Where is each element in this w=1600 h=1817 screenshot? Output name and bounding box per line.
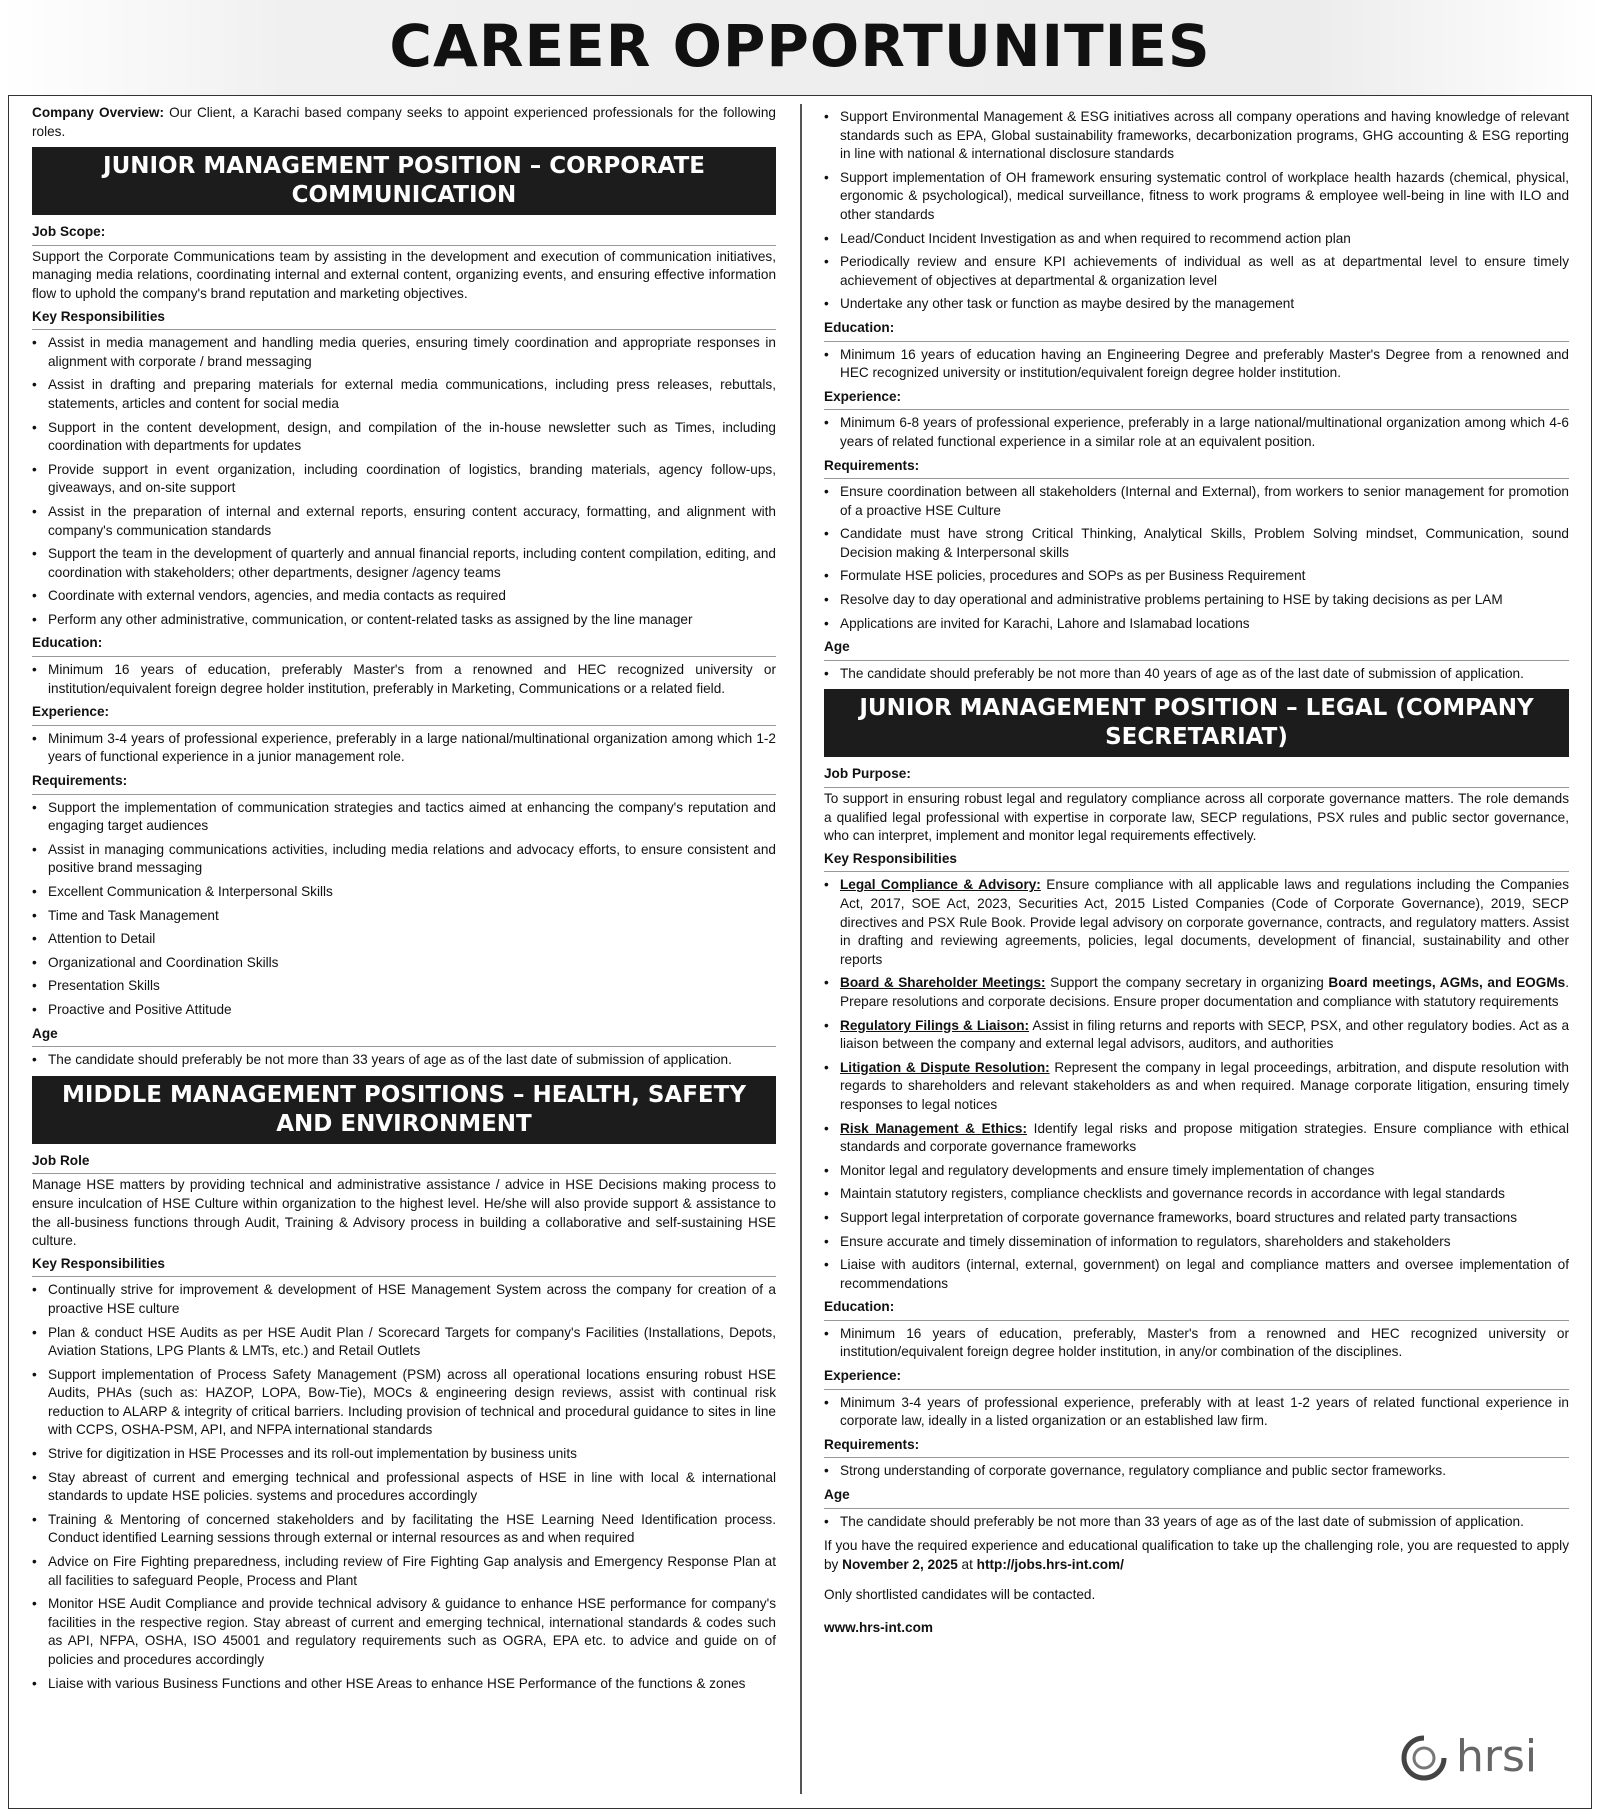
hrsi-logo — [1400, 1732, 1566, 1786]
list-item: • Assist in drafting and preparing materials for external media communications, including press releases, rebuttals, statements, articles and content for social media — [32, 376, 776, 413]
list-item — [824, 876, 1569, 969]
compliance-label: Legal Compliance & Advisory: — [840, 877, 1041, 893]
hse-role-heading: Job Role — [32, 1152, 776, 1175]
list-item: • Time and Task Management — [32, 907, 776, 926]
hrsi-logo-icon — [1400, 1734, 1448, 1782]
list-item: • Support the team in the development of quarterly and annual financial reports, including content compilation, editing, and coordination with stakeholders; other departments, designer /agency teams — [32, 545, 776, 582]
page-title: CAREER OPPORTUNITIES — [389, 12, 1211, 80]
list-item: • Undertake any other task or function as maybe desired by the management — [824, 295, 1569, 314]
legal-age-heading: Age — [824, 1486, 1569, 1509]
legal-exp-heading: Experience: — [824, 1367, 1569, 1390]
list-item: • Support the implementation of communication strategies and tactics aimed at enhancing the company's reputation and engaging target audiences — [32, 799, 776, 836]
risk-label: Risk Management & Ethics: — [840, 1120, 1027, 1136]
list-item: • Minimum 16 years of education, preferably Master's from a renowned and HEC recognized university or institution/equivalent foreign degree holder institution, preferably in Marketing, Communications or a related field. — [32, 661, 776, 698]
corp-comm-age-heading: Age — [32, 1025, 776, 1048]
list-item: • Stay abreast of current and emerging technical and professional aspects of HSE in line with local & international standards to update HSE policies. systems and procedures accordingly — [32, 1469, 776, 1506]
litigation-label: Litigation & Dispute Resolution: — [840, 1059, 1050, 1075]
legal-req-heading: Requirements: — [824, 1436, 1569, 1459]
board-bold: Board meetings, AGMs, and EOGMs — [1328, 975, 1566, 991]
list-item — [824, 1017, 1569, 1054]
list-item: • Lead/Conduct Incident Investigation as and when required to recommend action plan — [824, 230, 1569, 249]
list-item: • Attention to Detail — [32, 930, 776, 949]
risk-text: Identify legal risks and propose mitigation strategies. Ensure compliance with ethical standards and corporate governance frameworks — [840, 1120, 1569, 1155]
list-item: • Perform any other administrative, communication, or content-related tasks as assigned by the line manager — [32, 611, 776, 630]
corp-comm-banner: JUNIOR MANAGEMENT POSITION – CORPORATE COMMUNICATION — [32, 147, 776, 215]
legal-purpose: To support in ensuring robust legal and regulatory compliance across all corporate governance matters. The role demands a qualified legal professional with expertise in corporate law, SECP regulations, PSX rules and public sector governance, who can interpret, implement and monitor legal requirements effectively. — [824, 791, 1569, 844]
legal-responsibilities — [824, 876, 1569, 1293]
filings-label: Regulatory Filings & Liaison: — [840, 1017, 1030, 1033]
list-item: • Support legal interpretation of corporate governance frameworks, board structures and related party transactions — [824, 1209, 1569, 1228]
corp-comm-exp-heading: Experience: — [32, 703, 776, 726]
apply-text: If you have the required experience and educational qualification to take up the challenging role, you are requested to apply by — [824, 1538, 1569, 1572]
list-item: • Applications are invited for Karachi, Lahore and Islamabad locations — [824, 615, 1569, 634]
board-text-2: . Prepare resolutions and corporate decisions. Ensure proper documentation and compliance with statutory requirements — [840, 975, 1569, 1009]
list-item: • Liaise with various Business Functions and other HSE Areas to enhance HSE Performance of the functions & zones — [32, 1675, 776, 1694]
board-text: Support the company secretary in organizing — [1045, 975, 1329, 991]
list-item: • Plan & conduct HSE Audits as per HSE Audit Plan / Scorecard Targets for company's Facilities (Installations, Depots, Aviation Stations, LPG Plants & LMTs, etc.) and Retail Outlets — [32, 1324, 776, 1361]
hse-exp-heading: Experience: — [824, 388, 1569, 411]
right-column — [824, 104, 1569, 1642]
list-item: • Proactive and Positive Attitude — [32, 1001, 776, 1020]
hse-experience — [824, 414, 1569, 451]
corp-comm-scope: Support the Corporate Communications team by assisting in the development and execution of communication initiatives, managing media relations, coordinating internal and external content, organizing events, and ensuring effective information flow to uphold the company's brand reputation and marketing objectives. — [32, 248, 776, 301]
list-item — [824, 974, 1569, 1011]
overview-text: Our Client, a Karachi based company seeks to appoint experienced professionals for the following roles. — [32, 105, 776, 139]
corp-comm-education — [32, 661, 776, 698]
litigation-text: Represent the company in legal proceedings, arbitration, and dispute resolution with regards to shareholders and relevant stakeholders as and when required. Manage corporate litigation, ensuring timely responses to legal notices — [840, 1059, 1569, 1112]
list-item: • Minimum 16 years of education having an Engineering Degree and preferably Master's Degree from a renowned and HEC recognized university or institution/equivalent foreign degree holder institution. — [824, 346, 1569, 383]
legal-edu-heading: Education: — [824, 1298, 1569, 1321]
hse-requirements — [824, 483, 1569, 633]
list-item: • Minimum 3-4 years of professional experience, preferably in a large national/multinational organization among which 1-2 years of functional experience in a junior management role. — [32, 730, 776, 767]
list-item: • Ensure coordination between all stakeholders (Internal and External), from workers to senior management for promotion of a proactive HSE Culture — [824, 483, 1569, 520]
list-item: • Candidate must have strong Critical Thinking, Analytical Skills, Problem Solving mindset, Communication, sound Decision making & Interpersonal skills — [824, 525, 1569, 562]
board-label: Board & Shareholder Meetings: — [840, 975, 1046, 991]
compliance-text: Ensure compliance with all applicable laws and regulations including the Companies Act, 2017, SOE Act, 2023, Securities Act, 2015 Listed Companies (Code of Corporate Governance), 2019, SECP directives and PSX Rule Book. Provide legal advisory on corporate governance, contracts, and regulatory matters. Assist in drafting and reviewing agreements, policies, legal documents, development of financial, sustainability and other reports — [840, 877, 1569, 967]
apply-url-link[interactable]: http://jobs.hrs-int.com/ — [976, 1556, 1124, 1572]
apply-deadline: November 2, 2025 — [842, 1556, 958, 1572]
hse-banner: MIDDLE MANAGEMENT POSITIONS – HEALTH, SAFETY AND ENVIRONMENT — [32, 1076, 776, 1144]
hrsi-logo-text: hrsi — [1456, 1731, 1538, 1782]
corp-comm-req-heading: Requirements: — [32, 772, 776, 795]
list-item — [824, 1059, 1569, 1115]
list-item: • Advice on Fire Fighting preparedness, including review of Fire Fighting Gap analysis and Emergency Response Plan at all facilities to safeguard People, Process and Plant — [32, 1553, 776, 1590]
list-item: • Organizational and Coordination Skills — [32, 954, 776, 973]
list-item: • Support implementation of Process Safety Management (PSM) across all operational locations ensuring robust HSE Audits, PHAs (such as: HAZOP, LOPA, Bow-Tie), MOCs & engineering design reviews, assist with continual risk reduction to ALARP & integrity of critical barriers. Including provision of technical and procedural guidance to sites in line with CCPS, OSHA-PSM, API, and NFPA international standards — [32, 1366, 776, 1440]
hse-resp-heading: Key Responsibilities — [32, 1255, 776, 1278]
hse-education — [824, 346, 1569, 383]
hse-edu-heading: Education: — [824, 319, 1569, 342]
list-item: • Support implementation of OH framework ensuring systematic control of workplace health hazards (chemical, physical, ergonomic & psychological), medical surveillance, fitness to work programs & employee well-being in line with ILO and other standards — [824, 169, 1569, 225]
website-link[interactable]: www.hrs-int.com — [824, 1620, 934, 1635]
apply-instructions — [824, 1537, 1569, 1574]
apply-text-at: at — [957, 1556, 977, 1572]
hse-responsibilities-left — [32, 1281, 776, 1693]
corp-comm-scope-heading: Job Scope: — [32, 223, 776, 246]
list-item: • Minimum 16 years of education, preferably, Master's from a renowned and HEC recognized university or institution/equivalent foreign degree holder institution, in any/or combination of the disciplines. — [824, 1325, 1569, 1362]
hse-req-heading: Requirements: — [824, 457, 1569, 480]
left-column — [32, 104, 776, 1698]
list-item: • Ensure accurate and timely dissemination of information to regulators, shareholders and stakeholders — [824, 1233, 1569, 1252]
legal-purpose-heading: Job Purpose: — [824, 765, 1569, 788]
corp-comm-experience — [32, 730, 776, 767]
list-item: • Assist in media management and handling media queries, ensuring timely coordination and appropriate responses in alignment with corporate / brand messaging — [32, 334, 776, 371]
list-item: • Monitor HSE Audit Compliance and provide technical advisory & guidance to enhance HSE performance for company's facilities in the respective region. Stay abreast of current and emerging technical, international standards & codes such as API, NFPA, OSHA, ISO 45001 and regulatory requirements such as OGRA, EPA etc. to advice and guide on of policies and procedures accordingly — [32, 1595, 776, 1669]
legal-experience — [824, 1394, 1569, 1431]
list-item: • Minimum 3-4 years of professional experience, preferably with at least 1-2 years of related functional experience in corporate law, ideally in a listed organization or an established law firm. — [824, 1394, 1569, 1431]
filings-text: Assist in filing returns and reports with SECP, PSX, and other regulatory bodies. Act as a liaison between the company and external legal advisors, auditors, and authorities — [840, 1017, 1569, 1052]
list-item: • Resolve day to day operational and administrative problems pertaining to HSE by taking decisions as per LAM — [824, 591, 1569, 610]
list-item: • Continually strive for improvement & development of HSE Management System across the company for creation of a proactive HSE culture — [32, 1281, 776, 1318]
legal-age — [824, 1513, 1569, 1532]
shortlisted-note: Only shortlisted candidates will be contacted. — [824, 1587, 1096, 1603]
overview-label: Company Overview: — [32, 105, 165, 120]
list-item: • Minimum 6-8 years of professional experience, preferably in a large national/multinational organization among which 4-6 years of related functional experience in a similar role at an equivalent position. — [824, 414, 1569, 451]
legal-resp-heading: Key Responsibilities — [824, 850, 1569, 873]
legal-banner: JUNIOR MANAGEMENT POSITION – LEGAL (COMPANY SECRETARIAT) — [824, 689, 1569, 757]
corp-comm-requirements — [32, 799, 776, 1020]
list-item: • Liaise with auditors (internal, external, government) on legal and compliance matters and oversee implementation of recommendations — [824, 1256, 1569, 1293]
list-item: • Monitor legal and regulatory developments and ensure timely implementation of changes — [824, 1162, 1569, 1181]
list-item: • Assist in the preparation of internal and external reports, ensuring content accuracy, formatting, and alignment with company's communication standards — [32, 503, 776, 540]
list-item — [824, 1120, 1569, 1157]
list-item: • Support Environmental Management & ESG initiatives across all company operations and having knowledge of relevant standards such as EPA, Global sustainability frameworks, decarbonization programs, GHG accounting & ESG reporting in line with national & international disclosure standards — [824, 108, 1569, 164]
hse-age — [824, 665, 1569, 684]
corp-comm-responsibilities — [32, 334, 776, 629]
list-item: • Formulate HSE policies, procedures and SOPs as per Business Requirement — [824, 567, 1569, 586]
list-item: • Assist in managing communications activities, including media relations and advocacy efforts, to ensure consistent and positive brand messaging — [32, 841, 776, 878]
hse-age-heading: Age — [824, 638, 1569, 661]
list-item: • Presentation Skills — [32, 977, 776, 996]
list-item: • The candidate should preferably be not more than 33 years of age as of the last date of submission of application. — [32, 1051, 776, 1070]
list-item: • Excellent Communication & Interpersonal Skills — [32, 883, 776, 902]
list-item: • The candidate should preferably be not more than 40 years of age as of the last date of submission of application. — [824, 665, 1569, 684]
column-divider — [800, 104, 802, 1794]
list-item: • Maintain statutory registers, compliance checklists and governance records in accordance with legal standards — [824, 1185, 1569, 1204]
corp-comm-age — [32, 1051, 776, 1070]
legal-requirements — [824, 1462, 1569, 1481]
list-item: • Support in the content development, design, and compilation of the in-house newsletter such as Times, including coordination with departments for updates — [32, 419, 776, 456]
list-item: • Provide support in event organization, including coordination of logistics, branding materials, agency follow-ups, giveaways, and on-site support — [32, 461, 776, 498]
hse-responsibilities-right — [824, 108, 1569, 314]
list-item: • Training & Mentoring of concerned stakeholders and by facilitating the HSE Learning Need Identification process. Conduct identified Learning sessions through external or internal resources as and when required — [32, 1511, 776, 1548]
legal-education — [824, 1325, 1569, 1362]
list-item: • Strive for digitization in HSE Processes and its roll-out implementation by business units — [32, 1445, 776, 1464]
corp-comm-resp-heading: Key Responsibilities — [32, 308, 776, 331]
list-item: • Strong understanding of corporate governance, regulatory compliance and public sector frameworks. — [824, 1462, 1569, 1481]
list-item: • Periodically review and ensure KPI achievements of individual as well as at departmental level to ensure timely achievement of objectives at departmental & organization level — [824, 253, 1569, 290]
company-overview — [32, 104, 776, 141]
list-item: • The candidate should preferably be not more than 33 years of age as of the last date of submission of application. — [824, 1513, 1569, 1532]
hse-role: Manage HSE matters by providing technical and administrative assistance / advice in HSE Decisions making process to ensure inculcation of HSE Culture within organization to the highest level. He/she will also provide support & assistance to the all-business functions through Audit, Training & Advisory process in building a collaborative and self-sustaining HSE culture. — [32, 1177, 776, 1249]
corp-comm-edu-heading: Education: — [32, 634, 776, 657]
list-item: • Coordinate with external vendors, agencies, and media contacts as required — [32, 587, 776, 606]
